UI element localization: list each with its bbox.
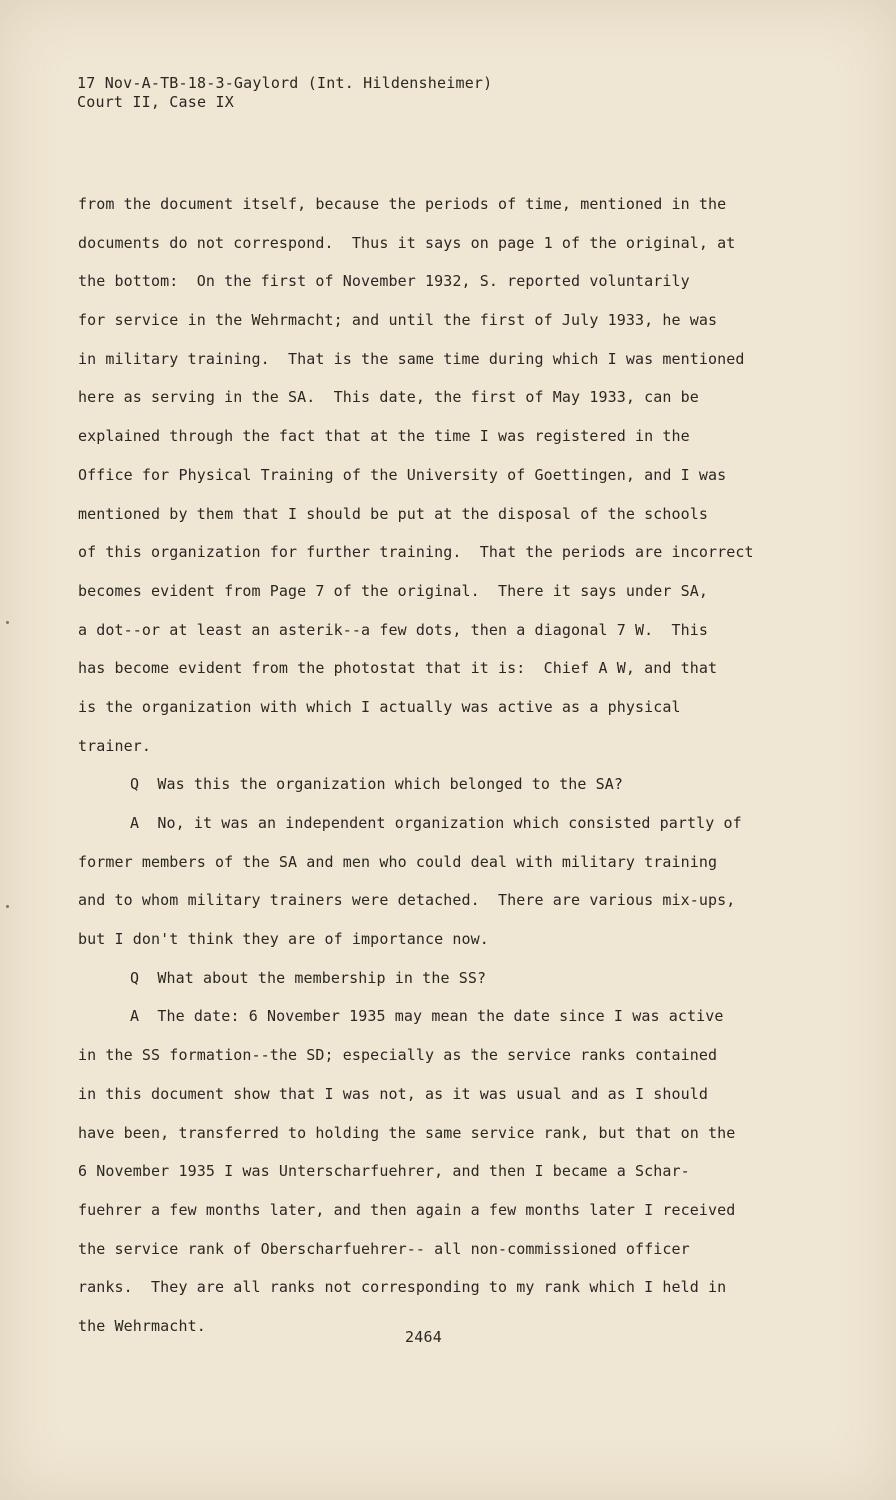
- transcript-line: here as serving in the SA. This date, the first of May 1933, can be: [78, 388, 699, 407]
- transcript-line: Office for Physical Training of the University of Goettingen, and I was: [78, 465, 727, 484]
- transcript-line: in military training. That is the same time during which I was mentioned: [78, 349, 745, 368]
- transcript-line: a dot--or at least an asterik--a few dots, then a diagonal 7 W. This: [78, 620, 709, 639]
- transcript-line: documents do not correspond. Thus it says on page 1 of the original, at: [78, 233, 736, 252]
- transcript-line: fuehrer a few months later, and then again a few months later I received: [78, 1200, 736, 1219]
- transcript-line: becomes evident from Page 7 of the original. There it says under SA,: [78, 581, 709, 600]
- transcript-line: Q What about the membership in the SS?: [130, 968, 487, 987]
- transcript-line: from the document itself, because the periods of time, mentioned in the: [78, 195, 727, 213]
- transcript-line: trainer.: [78, 736, 152, 755]
- transcript-line: explained through the fact that at the time I was registered in the: [78, 427, 690, 446]
- transcript-body: [78, 193, 818, 1354]
- transcript-line: A The date: 6 November 1935 may mean the date since I was active: [130, 1007, 724, 1026]
- transcript-line: Q Was this the organization which belonged to the SA?: [130, 775, 624, 794]
- transcript-line: has become evident from the photostat that it is: Chief A W, and that: [78, 659, 718, 678]
- punch-mark: [6, 621, 9, 624]
- transcript-line: the Wehrmacht.: [78, 1316, 206, 1335]
- transcript-line: 6 November 1935 I was Unterscharfuehrer, and then I became a Schar-: [78, 1162, 690, 1181]
- transcript-line: of this organization for further training. That the periods are incorrect: [78, 543, 754, 562]
- transcript-line: but I don't think they are of importance now.: [78, 930, 489, 949]
- transcript-line: in this document show that I was not, as it was usual and as I should: [78, 1084, 709, 1103]
- punch-mark: [6, 905, 9, 908]
- transcript-line: A No, it was an independent organization which consisted partly of: [130, 814, 742, 832]
- page-number: 2464: [405, 1328, 442, 1346]
- transcript-line: former members of the SA and men who could deal with military training: [78, 852, 718, 871]
- transcript-line: the service rank of Oberscharfuehrer-- all non-commissioned officer: [78, 1239, 690, 1258]
- transcript-line: for service in the Wehrmacht; and until the first of July 1933, he was: [78, 311, 718, 330]
- transcript-line: in the SS formation--the SD; especially as the service ranks contained: [78, 1046, 718, 1065]
- transcript-line: and to whom military trainers were detached. There are various mix-ups,: [78, 891, 736, 910]
- transcript-line: ranks. They are all ranks not corresponding to my rank which I held in: [78, 1278, 727, 1297]
- header-session-line: 17 Nov-A-TB-18-3-Gaylord (Int. Hildensheimer): [77, 74, 493, 92]
- header-court-line: Court II, Case IX: [77, 93, 234, 111]
- transcript-header: [77, 74, 492, 112]
- transcript-line: the bottom: On the first of November 1932, S. reported voluntarily: [78, 272, 690, 291]
- transcript-line: have been, transferred to holding the same service rank, but that on the: [78, 1123, 736, 1142]
- transcript-line: mentioned by them that I should be put at the disposal of the schools: [78, 504, 709, 523]
- transcript-line: is the organization with which I actually was active as a physical: [78, 697, 681, 716]
